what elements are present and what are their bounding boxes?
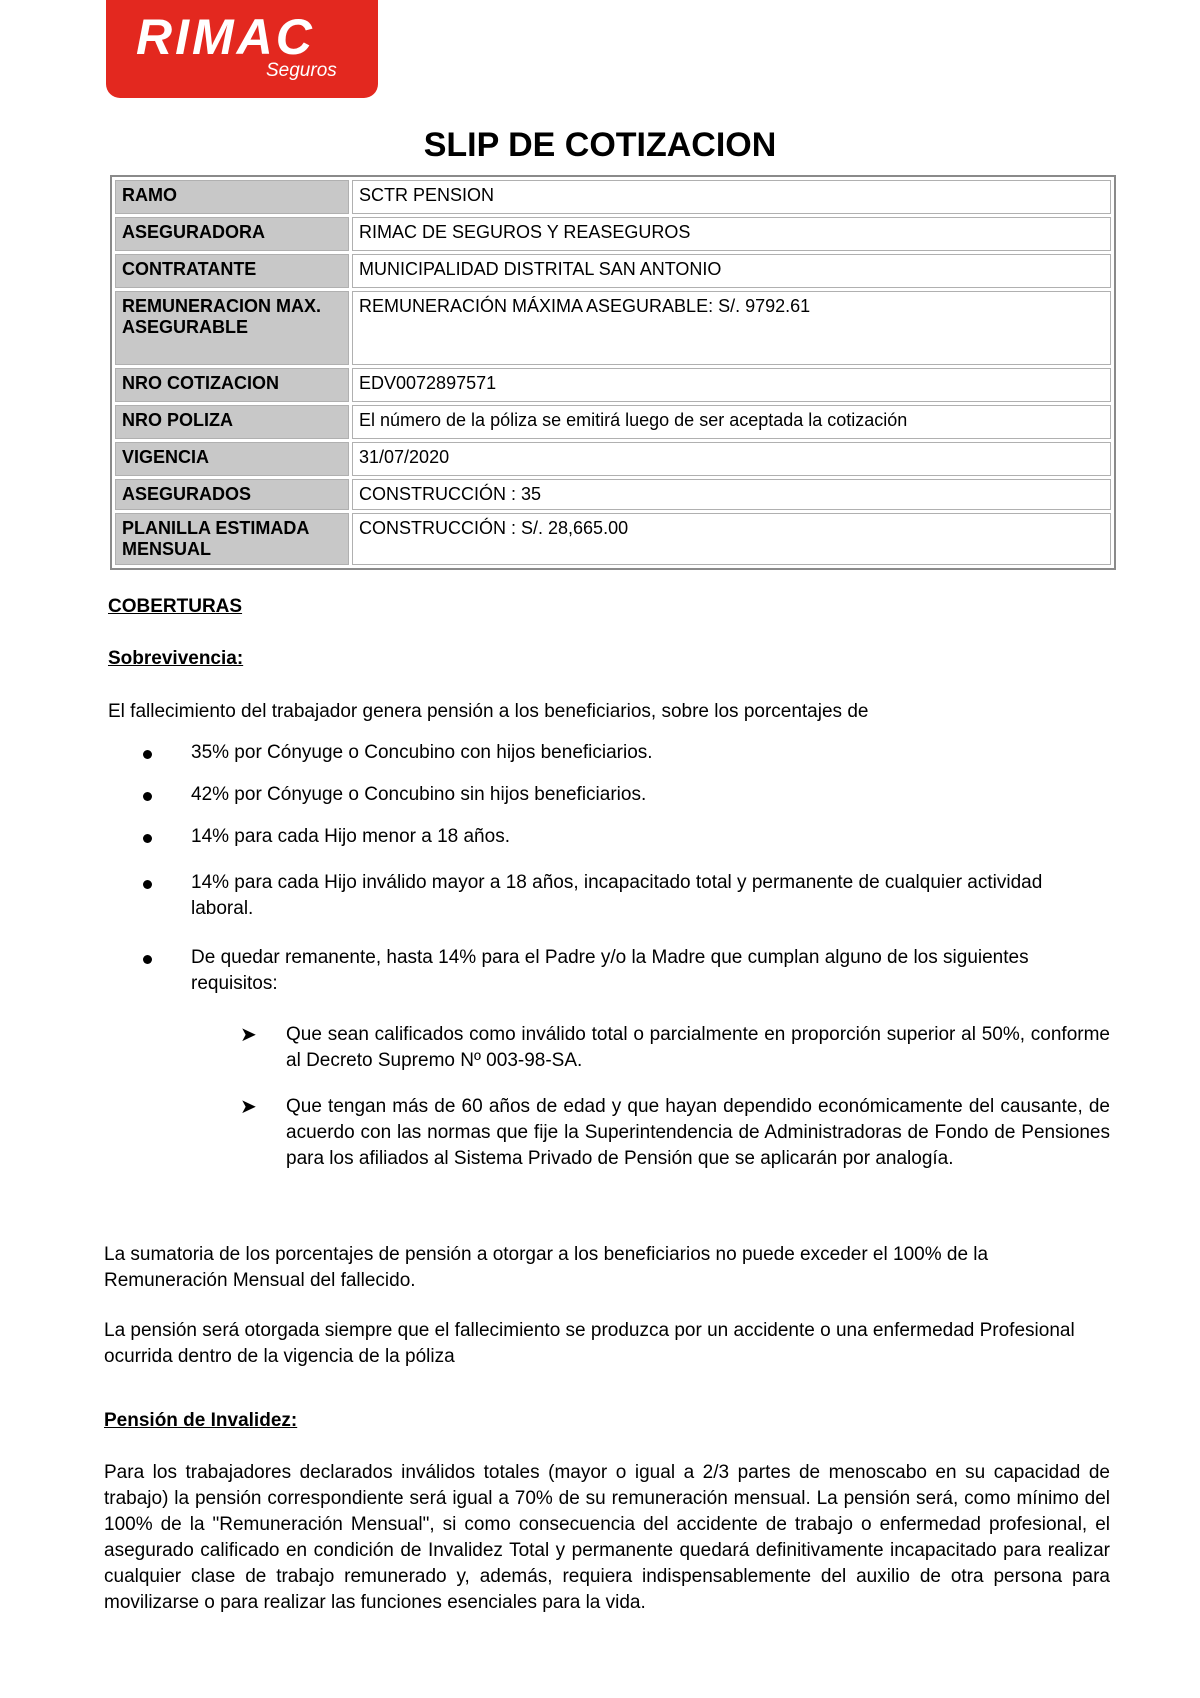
coberturas-heading: COBERTURAS <box>108 596 243 617</box>
arrow-bullet-icon: ➤ <box>240 1096 257 1118</box>
table-row <box>115 291 1111 365</box>
row-label: NRO COTIZACION <box>115 368 349 402</box>
rimac-logo <box>106 0 378 98</box>
row-label: REMUNERACION MAX. ASEGURABLE <box>115 291 349 365</box>
table-row <box>115 405 1111 439</box>
logo-sub-text: Seguros <box>266 60 337 81</box>
sub-list-item: Que tengan más de 60 años de edad y que hayan dependido económicamente del causante, de acuerdo con las normas que fije la Superintendencia de Administradoras de Fondo de Pensiones para los afiliados al Sistema Privado de Pensión que se aplicarán por analogía. <box>286 1096 1110 1169</box>
row-label: VIGENCIA <box>115 442 349 476</box>
list-item: 14% para cada Hijo inválido mayor a 18 años, incapacitado total y permanente de cualquier actividad laboral. <box>191 872 1043 919</box>
sobrevivencia-intro: El fallecimiento del trabajador genera pensión a los beneficiarios, sobre los porcentajes de <box>108 701 869 722</box>
row-label: RAMO <box>115 180 349 214</box>
row-value: RIMAC DE SEGUROS Y REASEGUROS <box>352 217 1111 251</box>
row-label: ASEGURADORA <box>115 217 349 251</box>
table-row <box>115 180 1111 214</box>
row-value: SCTR PENSION <box>352 180 1111 214</box>
bullet-icon <box>143 834 152 843</box>
row-label: NRO POLIZA <box>115 405 349 439</box>
table-row <box>115 254 1111 288</box>
bullet-icon <box>143 955 152 964</box>
row-label: CONTRATANTE <box>115 254 349 288</box>
sub-list-item: Que sean calificados como inválido total o parcialmente en proporción superior al 50%, conforme al Decreto Supremo Nº 003-98-SA. <box>286 1024 1110 1071</box>
row-value: CONSTRUCCIÓN : S/. 28,665.00 <box>352 513 1111 565</box>
row-value: CONSTRUCCIÓN : 35 <box>352 479 1111 510</box>
row-value: REMUNERACIÓN MÁXIMA ASEGURABLE: S/. 9792.61 <box>352 291 1111 365</box>
list-item: 14% para cada Hijo menor a 18 años. <box>191 826 510 847</box>
invalidez-heading: Pensión de Invalidez: <box>104 1410 298 1431</box>
arrow-bullet-icon: ➤ <box>240 1024 257 1046</box>
table-row <box>115 217 1111 251</box>
row-label: ASEGURADOS <box>115 479 349 510</box>
table-row <box>115 513 1111 565</box>
bullet-icon <box>143 750 152 759</box>
list-item: 35% por Cónyuge o Concubino con hijos beneficiarios. <box>191 742 653 763</box>
list-item: 42% por Cónyuge o Concubino sin hijos beneficiarios. <box>191 784 647 805</box>
table-row <box>115 442 1111 476</box>
table-row <box>115 479 1111 510</box>
invalidez-paragraph: Para los trabajadores declarados inválidos totales (mayor o igual a 2/3 partes de menoscabo en su capacidad de trabajo) la pensión correspondiente será igual a 70% de su remuneración mensual. La pensión será, como mínimo del 100% de la "Remuneración Mensual", si como consecuencia del accidente de trabajo o enfermedad profesional, el asegurado calificado en condición de Invalidez Total y permanente quedará definitivamente incapacitado para realizar cualquier clase de trabajo remunerado y, además, requiera indispensablemente del auxilio de otra persona para movilizarse o para realizar las funciones esenciales para la vida. <box>104 1462 1110 1613</box>
bullet-icon <box>143 880 152 889</box>
row-value: MUNICIPALIDAD DISTRITAL SAN ANTONIO <box>352 254 1111 288</box>
list-item: De quedar remanente, hasta 14% para el Padre y/o la Madre que cumplan alguno de los siguientes requisitos: <box>191 947 1029 994</box>
sobrevivencia-paragraph-1: La sumatoria de los porcentajes de pensión a otorgar a los beneficiarios no puede exceder el 100% de la Remuneración Mensual del fallecido. <box>104 1244 989 1291</box>
row-value: 31/07/2020 <box>352 442 1111 476</box>
document-title: SLIP DE COTIZACION <box>423 126 777 164</box>
row-value: El número de la póliza se emitirá luego de ser aceptada la cotización <box>352 405 1111 439</box>
logo-brand-text: RIMAC <box>136 9 315 65</box>
sobrevivencia-heading: Sobrevivencia: <box>108 648 244 669</box>
row-value: EDV0072897571 <box>352 368 1111 402</box>
quote-table <box>110 175 1116 570</box>
bullet-icon <box>143 792 152 801</box>
sobrevivencia-paragraph-2: La pensión será otorgada siempre que el fallecimiento se produzca por un accidente o una enfermedad Profesional ocurrida dentro de la vigencia de la póliza <box>104 1320 1075 1367</box>
row-label: PLANILLA ESTIMADA MENSUAL <box>115 513 349 565</box>
table-row <box>115 368 1111 402</box>
